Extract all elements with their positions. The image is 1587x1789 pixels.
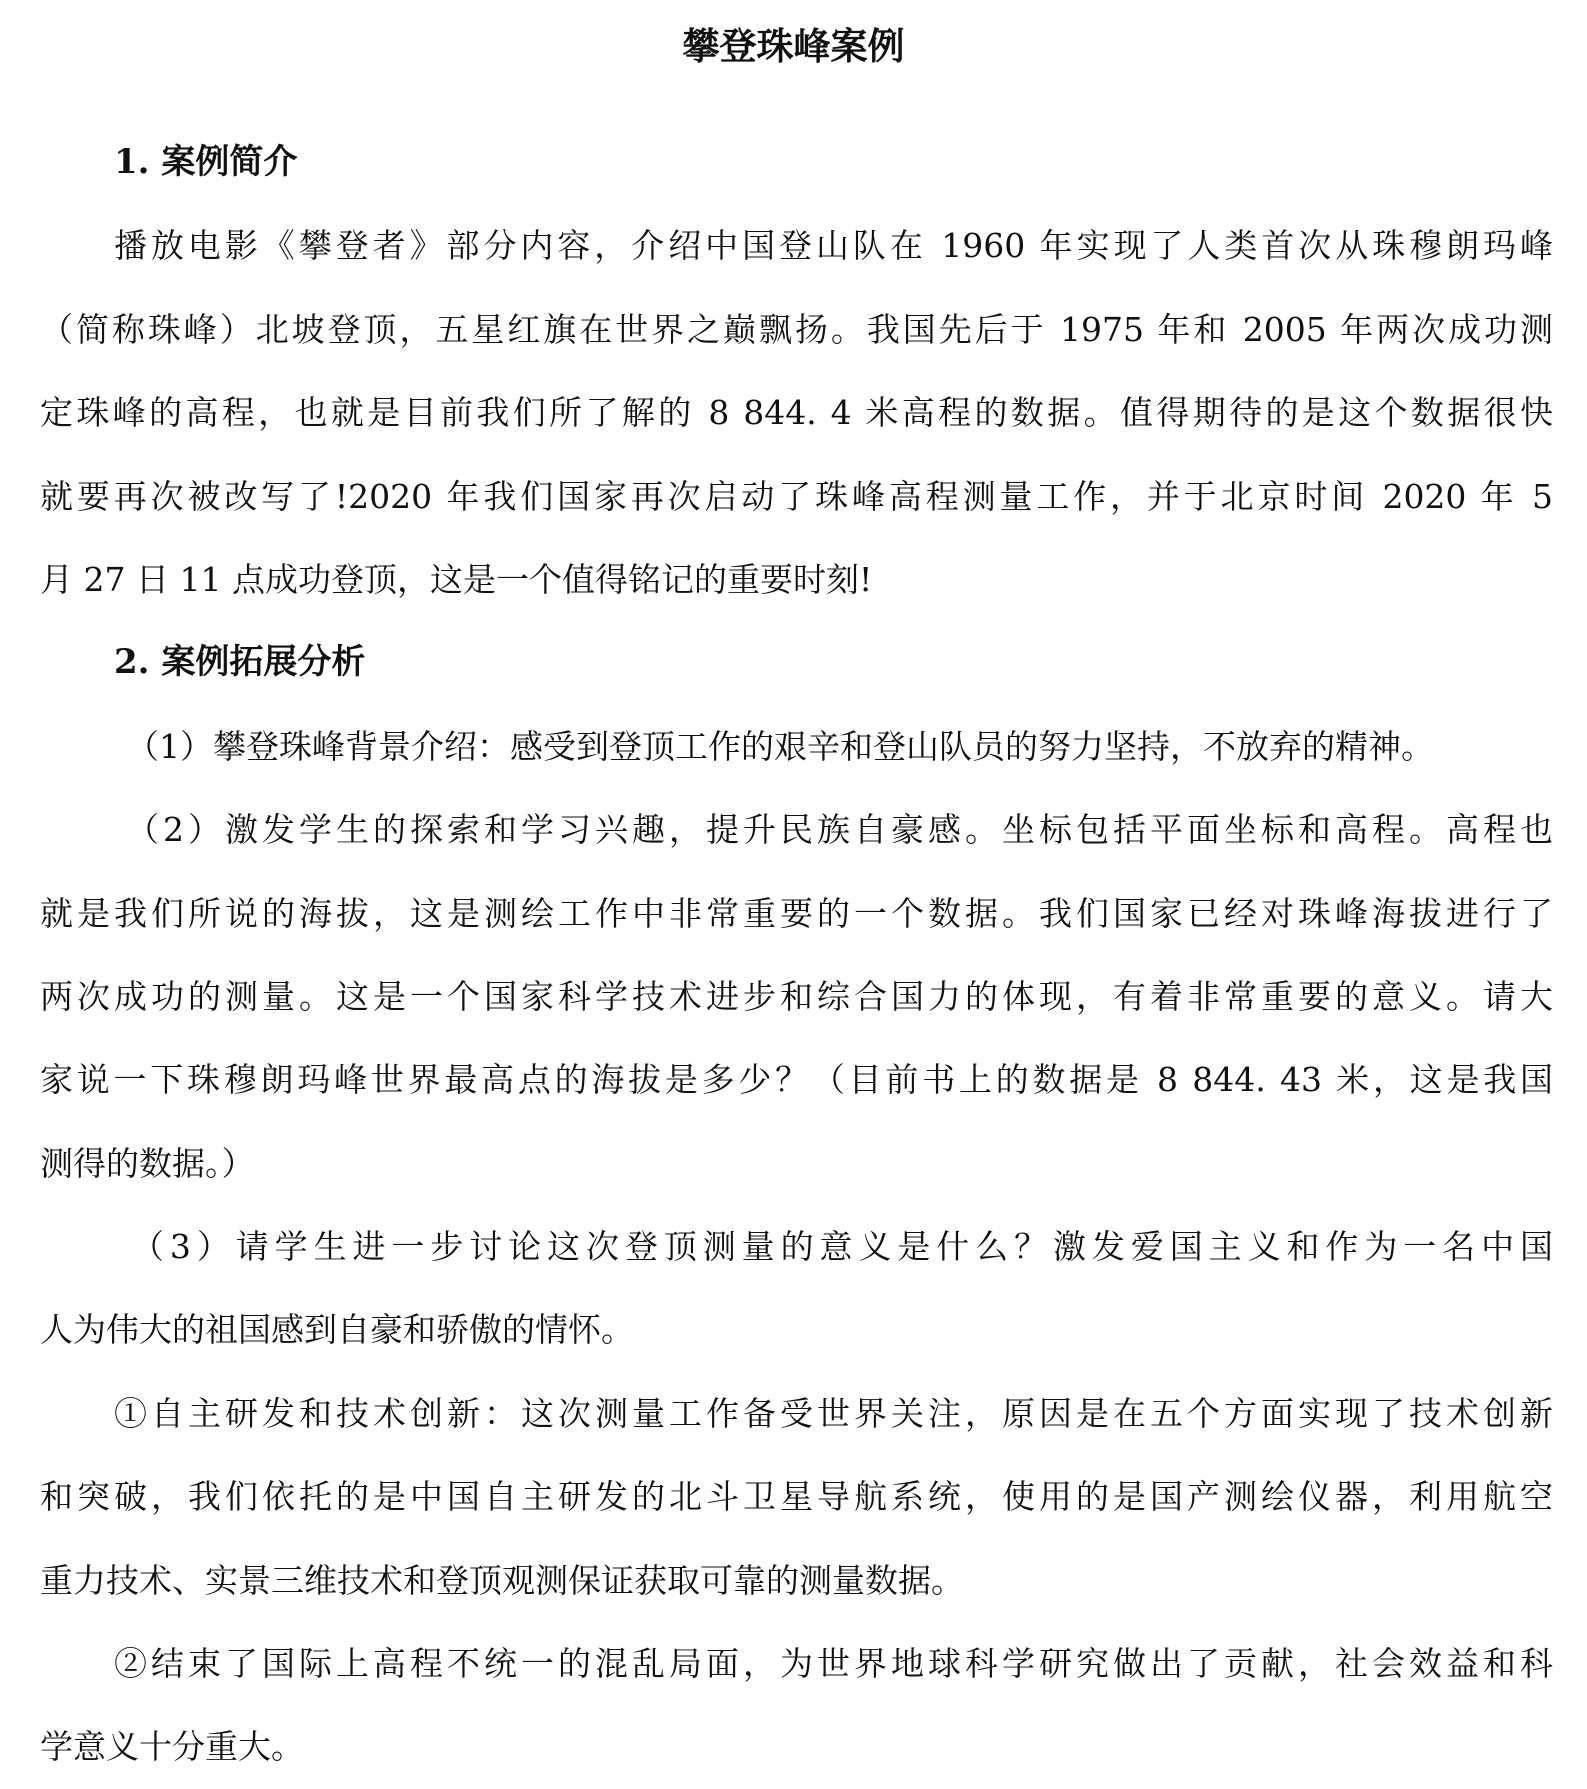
paragraph	[40, 1372, 1553, 1622]
paragraph-line: 播放电影《攀登者》部分内容，介绍中国登山队在 1960 年实现了人类首次从珠穆朗玛峰	[114, 226, 1553, 266]
paragraph-line: 重力技术、实景三维技术和登顶观测保证获取可靠的测量数据。	[40, 1560, 964, 1600]
paragraph-line: （2）激发学生的探索和学习兴趣，提升民族自豪感。坐标包括平面坐标和高程。高程也	[126, 810, 1553, 850]
paragraph	[40, 705, 1553, 788]
paragraph	[40, 204, 1553, 621]
document-body	[40, 121, 1553, 1789]
paragraph-line: 两次成功的测量。这是一个国家科学技术进步和综合国力的体现，有着非常重要的意义。请大	[40, 976, 1553, 1016]
paragraph-line: （简称珠峰）北坡登顶，五星红旗在世界之巅飘扬。我国先后于 1975 年和 2005 年两次成功测	[40, 309, 1553, 349]
paragraph-line: （3）请学生进一步讨论这次登顶测量的意义是什么？激发爱国主义和作为一名中国	[131, 1227, 1553, 1267]
paragraph-line: 和突破，我们依托的是中国自主研发的北斗卫星导航系统，使用的是国产测绘仪器，利用航空	[40, 1477, 1553, 1517]
section-heading: 1. 案例简介	[114, 142, 298, 182]
paragraph	[40, 788, 1553, 1205]
paragraph-line: ①自主研发和技术创新：这次测量工作备受世界关注，原因是在五个方面实现了技术创新	[114, 1393, 1553, 1433]
paragraph-line: 测得的数据。）	[40, 1143, 255, 1183]
paragraph-line: 人为伟大的祖国感到自豪和骄傲的情怀。	[40, 1310, 634, 1350]
paragraph-line: 月 27 日 11 点成功登顶，这是一个值得铭记的重要时刻!	[40, 559, 873, 599]
paragraph-line: 家说一下珠穆朗玛峰世界最高点的海拔是多少？（目前书上的数据是 8 844. 43 米，这是我国	[40, 1060, 1553, 1100]
document-title: 攀登珠峰案例	[682, 24, 905, 68]
paragraph	[40, 1205, 1553, 1372]
paragraph-line: （1）攀登珠峰背景介绍：感受到登顶工作的艰辛和登山队员的努力坚持，不放弃的精神。	[126, 726, 1434, 766]
paragraph-line: 定珠峰的高程，也就是目前我们所了解的 8 844. 4 米高程的数据。值得期待的是这个数据很快	[40, 393, 1553, 433]
paragraph-line: 就要再次被改写了!2020 年我们国家再次启动了珠峰高程测量工作，并于北京时间 2020 年 5	[40, 476, 1553, 516]
paragraph-line: 学意义十分重大。	[40, 1727, 304, 1767]
paragraph	[40, 1622, 1553, 1789]
paragraph-line: 就是我们所说的海拔，这是测绘工作中非常重要的一个数据。我们国家已经对珠峰海拔进行了	[40, 893, 1553, 933]
paragraph-line: ②结束了国际上高程不统一的混乱局面，为世界地球科学研究做出了贡献，社会效益和科	[114, 1644, 1553, 1684]
section-heading: 2. 案例拓展分析	[114, 642, 366, 683]
